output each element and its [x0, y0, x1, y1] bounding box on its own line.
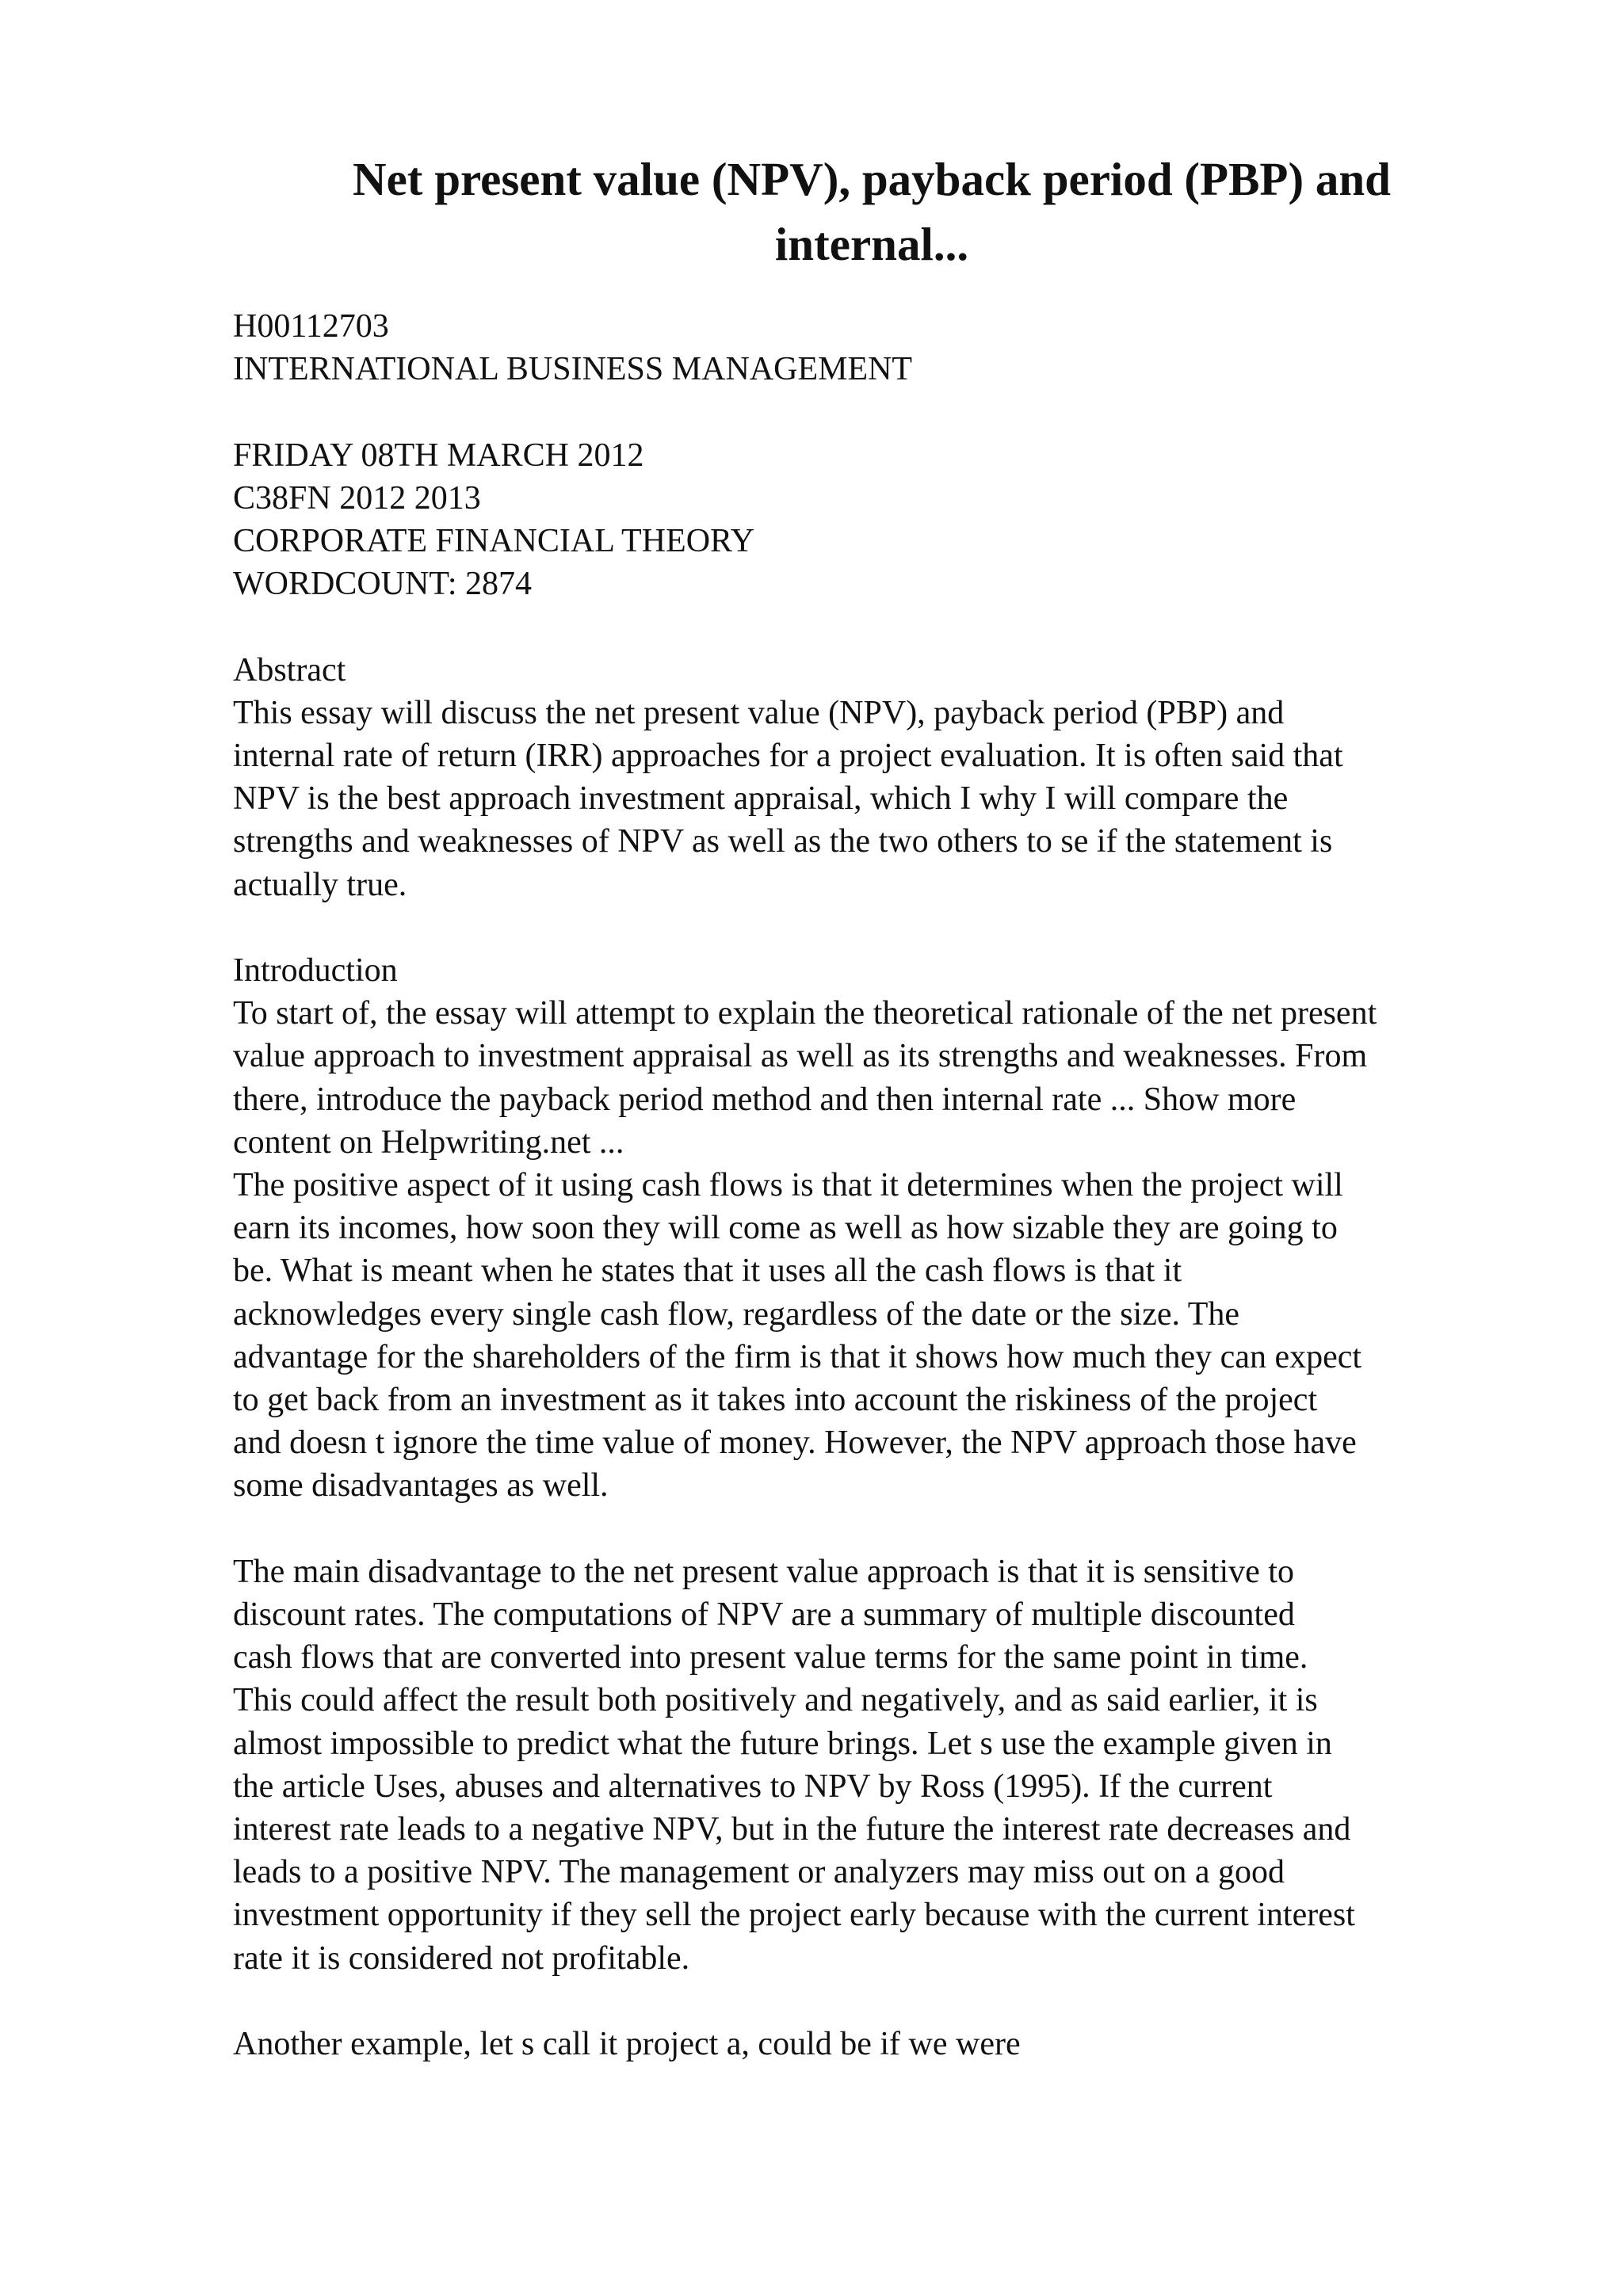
introduction-line: some disadvantages as well.: [233, 1467, 609, 1505]
abstract-line: strengths and weaknesses of NPV as well as the two others to se if the statement is: [233, 823, 1333, 860]
introduction-line: To start of, the essay will attempt to explain the theoretical rationale of the net present: [233, 995, 1377, 1032]
disadvantage-line: interest rate leads to a negative NPV, but in the future the interest rate decreases and: [233, 1811, 1351, 1848]
disadvantage-section: [233, 1550, 1525, 1980]
title-line-2: internal...: [774, 218, 969, 270]
introduction-heading: Introduction: [233, 952, 398, 989]
introduction-line: value approach to investment appraisal as well as its strengths and weaknesses. From: [233, 1038, 1368, 1075]
abstract-line: This essay will discuss the net present value (NPV), payback period (PBP) and: [233, 694, 1285, 731]
paragraph-gap: [233, 605, 1525, 648]
header-block: [233, 305, 1525, 391]
abstract-line: actually true.: [233, 866, 407, 903]
course-name: CORPORATE FINANCIAL THEORY: [233, 523, 755, 559]
submission-date: FRIDAY 08TH MARCH 2012: [233, 437, 644, 474]
disadvantage-line: The main disadvantage to the net present value approach is that it is sensitive to: [233, 1553, 1294, 1590]
final-line: Another example, let s call it project a, could be if we were: [233, 2026, 1021, 2063]
word-count: WORDCOUNT: 2874: [233, 566, 533, 603]
disadvantage-line: investment opportunity if they sell the project early because with the current interest: [233, 1897, 1355, 1934]
introduction-line: there, introduce the payback period method and then internal rate ... Show more: [233, 1081, 1296, 1118]
introduction-line: earn its incomes, how soon they will come as well as how sizable they are going to: [233, 1210, 1338, 1247]
abstract-line: internal rate of return (IRR) approaches for a project evaluation. It is often said that: [233, 738, 1343, 774]
disadvantage-line: almost impossible to predict what the future brings. Let s use the example given in: [233, 1725, 1332, 1762]
abstract-line: NPV is the best approach investment appraisal, which I why I will compare the: [233, 780, 1289, 818]
abstract-heading: Abstract: [233, 651, 346, 688]
final-section: [233, 2023, 1525, 2065]
introduction-line: to get back from an investment as it takes into account the riskiness of the project: [233, 1382, 1318, 1419]
paragraph-gap: [233, 1980, 1525, 2023]
paragraph-gap: [233, 1508, 1525, 1550]
introduction-line: The positive aspect of it using cash flows is that it determines when the project will: [233, 1167, 1343, 1204]
document-title: [230, 147, 1514, 277]
abstract-section: [233, 649, 1525, 906]
introduction-section: [233, 949, 1525, 1508]
disadvantage-line: discount rates. The computations of NPV are a summary of multiple discounted: [233, 1596, 1295, 1634]
introduction-line: content on Helpwriting.net ...: [233, 1123, 624, 1161]
introduction-line: advantage for the shareholders of the firm is that it shows how much they can expect: [233, 1338, 1362, 1375]
title-line-1: Net present value (NPV), payback period (PBP) and: [353, 153, 1391, 205]
disadvantage-line: This could affect the result both positively and negatively, and as said earlier, it is: [233, 1682, 1318, 1719]
meta-block: [233, 434, 1525, 606]
disadvantage-line: the article Uses, abuses and alternatives to NPV by Ross (1995). If the current: [233, 1768, 1273, 1805]
introduction-line: be. What is meant when he states that it uses all the cash flows is that it: [233, 1253, 1182, 1290]
student-id: H00112703: [233, 308, 389, 345]
program-name: INTERNATIONAL BUSINESS MANAGEMENT: [233, 351, 913, 388]
document-body: [233, 305, 1525, 2065]
disadvantage-line: cash flows that are converted into present value terms for the same point in time.: [233, 1639, 1308, 1676]
disadvantage-line: leads to a positive NPV. The management or analyzers may miss out on a good: [233, 1854, 1285, 1891]
introduction-line: and doesn t ignore the time value of money. However, the NPV approach those have: [233, 1425, 1357, 1462]
course-code: C38FN 2012 2013: [233, 479, 481, 517]
introduction-line: acknowledges every single cash flow, regardless of the date or the size. The: [233, 1295, 1240, 1333]
disadvantage-line: rate it is considered not profitable.: [233, 1939, 690, 1977]
paragraph-gap: [233, 906, 1525, 949]
paragraph-gap: [233, 391, 1525, 433]
